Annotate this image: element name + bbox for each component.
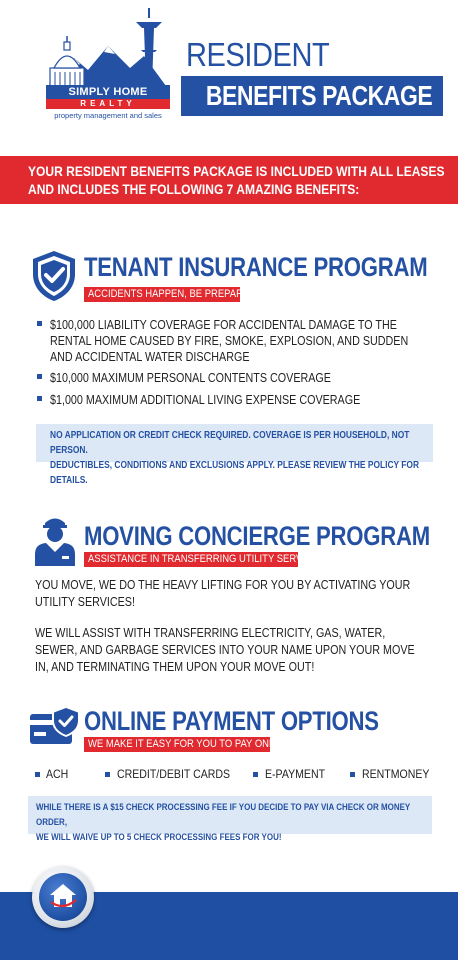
insurance-bullet-3: $1,000 MAXIMUM ADDITIONAL LIVING EXPENSE COVERAGE — [50, 393, 361, 407]
bullet-marker — [35, 772, 40, 777]
insurance-title: TENANT INSURANCE PROGRAM — [84, 252, 428, 282]
moving-paragraph-1: YOU MOVE, WE DO THE HEAVY LIFTING FOR YOU BY ACTIVATING YOUR UTILITY SERVICES! — [35, 578, 411, 609]
insurance-note: NO APPLICATION OR CREDIT CHECK REQUIRED. COVERAGE IS PER HOUSEHOLD, NOT PERSON. DEDUCTIBLES, CONDITIONS AND EXCLUSIONS APPLY. PLEASE REVIEW THE POLICY FOR DETAILS. — [36, 424, 433, 462]
intro-banner — [0, 156, 458, 204]
payment-option-ach: ACH — [46, 767, 69, 781]
bullet-marker — [37, 374, 42, 379]
payment-option-epayment: E-PAYMENT — [265, 767, 326, 781]
logo-brand-line1: SIMPLY HOME — [46, 85, 170, 99]
credit-card-check-icon — [30, 704, 82, 748]
page-title-line2: BENEFITS PACKAGE — [181, 76, 443, 116]
home-icon — [47, 880, 79, 912]
moving-tag: ASSISTANCE IN TRANSFERRING UTILITY SERVICES — [84, 552, 298, 567]
bullet-marker — [37, 396, 42, 401]
insurance-tag: ACCIDENTS HAPPEN, BE PREPARED: — [84, 287, 240, 302]
payment-option-cards: CREDIT/DEBIT CARDS — [117, 767, 231, 781]
payment-note: WHILE THERE IS A $15 CHECK PROCESSING FEE IF YOU DECIDE TO PAY VIA CHECK OR MONEY ORDER, WE WILL WAIVE UP TO 5 CHECK PROCESSING FEES FOR YOU! — [28, 796, 432, 834]
intro-banner-line2: AND INCLUDES THE FOLLOWING 7 AMAZING BENEFITS: — [28, 181, 360, 197]
concierge-person-icon — [32, 514, 78, 566]
logo-brand-line2: REALTY — [46, 99, 170, 109]
bullet-marker — [253, 772, 258, 777]
insurance-bullet-2: $10,000 MAXIMUM PERSONAL CONTENTS COVERAGE — [50, 371, 331, 385]
page-title-line1: RESIDENT — [186, 36, 330, 73]
payment-tag: WE MAKE IT EASY FOR YOU TO PAY ONLINE! — [84, 737, 270, 752]
moving-title: MOVING CONCIERGE PROGRAM — [84, 521, 430, 551]
bullet-marker — [105, 772, 110, 777]
payment-title: ONLINE PAYMENT OPTIONS — [84, 706, 379, 736]
moving-paragraph-2: WE WILL ASSIST WITH TRANSFERRING ELECTRICITY, GAS, WATER, SEWER, AND GARBAGE SERVICES INTO YOUR NAME UPON YOUR MOVE IN, AND TERMINATING THEM UPON YOUR MOVE OUT! — [35, 626, 415, 674]
bullet-marker — [37, 321, 42, 326]
insurance-bullet-1: $100,000 LIABILITY COVERAGE FOR ACCIDENTAL DAMAGE TO THE RENTAL HOME CAUSED BY FIRE, SMOKE, EXPLOSION, AND SUDDEN AND ACCIDENTAL WATER DISCHARGE — [50, 318, 409, 364]
bullet-marker — [350, 772, 355, 777]
intro-banner-line1: YOUR RESIDENT BENEFITS PACKAGE IS INCLUDED WITH ALL LEASES — [28, 163, 445, 179]
payment-option-rentmoney: RENTMONEY — [362, 767, 430, 781]
logo-tagline: property management and sales — [54, 111, 162, 120]
shield-check-icon — [32, 250, 76, 302]
